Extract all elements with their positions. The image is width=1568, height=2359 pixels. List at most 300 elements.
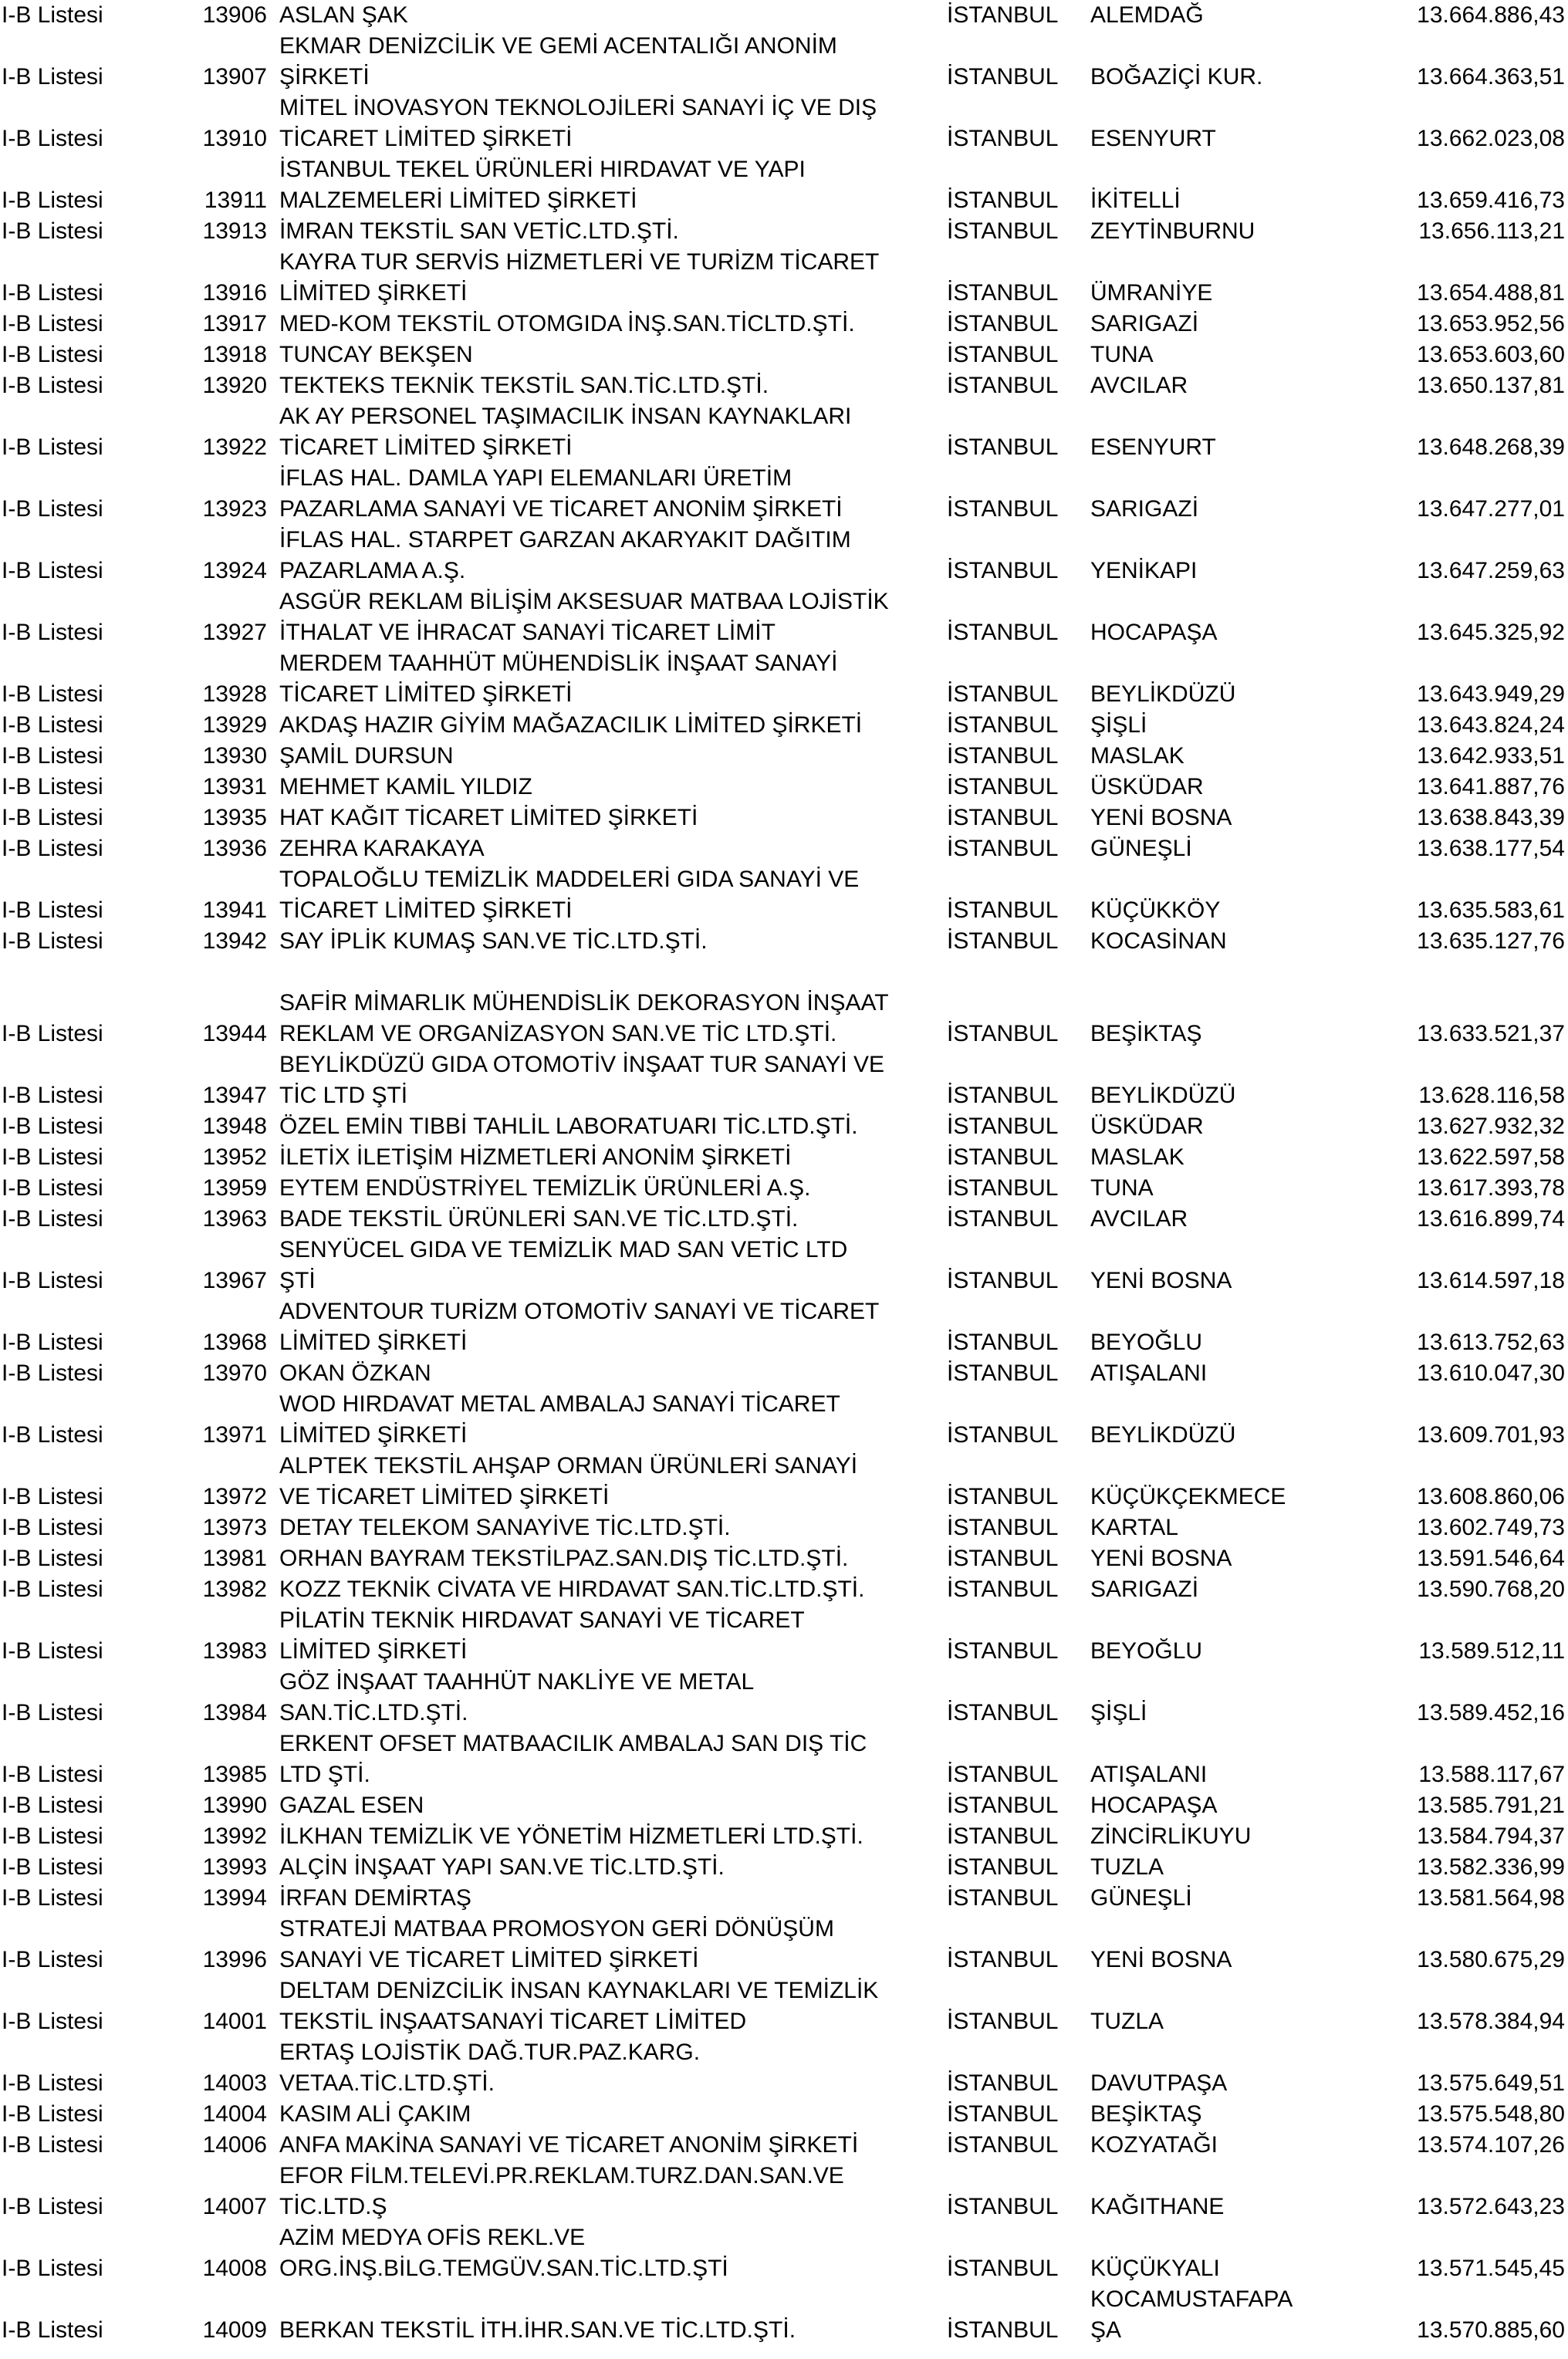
- row-line: [0, 2192, 1568, 2222]
- record-number-cell: 13929: [202, 712, 267, 738]
- company-name-cell: ERKENT OFSET MATBAACILIK AMBALAJ SAN DIŞ TİC: [279, 1731, 867, 1756]
- row-line: [0, 1420, 1568, 1451]
- table-row: [0, 1975, 1568, 2037]
- city-cell: İSTANBUL: [947, 558, 1059, 583]
- table-row: [0, 247, 1568, 309]
- company-name-cell: TİCARET LİMİTED ŞİRKETİ: [279, 681, 573, 707]
- company-name-cell: ALPTEK TEKSTİL AHŞAP ORMAN ÜRÜNLERİ SANAYİ: [279, 1453, 858, 1479]
- company-name-cell: BEYLİKDÜZÜ GIDA OTOMOTİV İNŞAAT TUR SANAYİ VE: [279, 1052, 885, 1077]
- row-line: [0, 494, 1568, 525]
- city-cell: İSTANBUL: [947, 1144, 1059, 1170]
- table-row: [0, 1389, 1568, 1451]
- row-line: [0, 1667, 1568, 1698]
- row-line: [0, 463, 1568, 494]
- company-name-cell: OKAN ÖZKAN: [279, 1360, 431, 1386]
- amount-cell: 13.641.887,76: [1417, 774, 1565, 799]
- list-name-cell: I-B Listesi: [2, 681, 103, 707]
- record-number-cell: 14004: [202, 2101, 267, 2127]
- record-number-cell: 13930: [202, 743, 267, 769]
- company-name-cell: ASLAN ŞAK: [279, 2, 408, 28]
- list-name-cell: I-B Listesi: [2, 1144, 103, 1170]
- district-cell: İKİTELLİ: [1090, 188, 1181, 213]
- record-number-cell: 13973: [202, 1515, 267, 1540]
- company-name-cell: İSTANBUL TEKEL ÜRÜNLERİ HIRDAVAT VE YAPI: [279, 157, 806, 182]
- record-number-cell: 13917: [202, 311, 267, 336]
- record-number-cell: 13963: [202, 1206, 267, 1232]
- district-cell: ATIŞALANI: [1090, 1762, 1208, 1787]
- row-line: [0, 833, 1568, 864]
- row-line: [0, 1080, 1568, 1111]
- row-line: [0, 1111, 1568, 1142]
- city-cell: İSTANBUL: [947, 681, 1059, 707]
- list-name-cell: I-B Listesi: [2, 1360, 103, 1386]
- record-number-cell: 13993: [202, 1854, 267, 1880]
- amount-cell: 13.653.603,60: [1417, 342, 1565, 367]
- list-name-cell: I-B Listesi: [2, 1206, 103, 1232]
- amount-cell: 13.591.546,64: [1417, 1546, 1565, 1571]
- table-row: [0, 1358, 1568, 1389]
- table-row: [0, 1883, 1568, 1914]
- city-cell: İSTANBUL: [947, 2009, 1059, 2034]
- city-cell: İSTANBUL: [947, 188, 1059, 213]
- row-line: [0, 0, 1568, 31]
- record-number-cell: 13984: [202, 1700, 267, 1725]
- city-cell: İSTANBUL: [947, 2194, 1059, 2219]
- row-line: [0, 1852, 1568, 1883]
- city-cell: İSTANBUL: [947, 1854, 1059, 1880]
- amount-cell: 13.575.649,51: [1417, 2070, 1565, 2096]
- table-row: [0, 1049, 1568, 1111]
- list-name-cell: I-B Listesi: [2, 1422, 103, 1448]
- city-cell: İSTANBUL: [947, 774, 1059, 799]
- row-line: [0, 617, 1568, 648]
- district-cell: SARIGAZİ: [1090, 311, 1199, 336]
- record-number-cell: 13982: [202, 1577, 267, 1602]
- city-cell: İSTANBUL: [947, 373, 1059, 398]
- company-name-cell: KASIM ALİ ÇAKIM: [279, 2101, 471, 2127]
- company-name-cell: LİMİTED ŞİRKETİ: [279, 1638, 468, 1664]
- record-number-cell: 13971: [202, 1422, 267, 1448]
- amount-cell: 13.659.416,73: [1417, 188, 1565, 213]
- record-number-cell: 13927: [202, 620, 267, 645]
- company-name-cell: STRATEJİ MATBAA PROMOSYON GERİ DÖNÜŞÜM: [279, 1916, 834, 1942]
- list-name-cell: I-B Listesi: [2, 2070, 103, 2096]
- company-name-cell: MALZEMELERİ LİMİTED ŞİRKETİ: [279, 188, 637, 213]
- company-name-cell: EYTEM ENDÜSTRİYEL TEMİZLİK ÜRÜNLERİ A.Ş.: [279, 1175, 811, 1201]
- district-cell: KAĞITHANE: [1090, 2194, 1225, 2219]
- company-name-cell: İLETİX İLETİŞİM HİZMETLERİ ANONİM ŞİRKETİ: [279, 1144, 792, 1170]
- company-name-cell: TİCARET LİMİTED ŞİRKETİ: [279, 126, 573, 151]
- record-number-cell: 14007: [202, 2194, 267, 2219]
- record-number-cell: 13981: [202, 1546, 267, 1571]
- city-cell: İSTANBUL: [947, 1793, 1059, 1818]
- list-name-cell: I-B Listesi: [2, 188, 103, 213]
- record-number-cell: 13947: [202, 1083, 267, 1108]
- row-line: [0, 247, 1568, 278]
- table-row: [0, 93, 1568, 154]
- row-line: [0, 1204, 1568, 1235]
- row-line: [0, 803, 1568, 833]
- row-line: [0, 679, 1568, 710]
- company-name-cell: WOD HIRDAVAT METAL AMBALAJ SANAYİ TİCARET: [279, 1391, 840, 1417]
- city-cell: İSTANBUL: [947, 1330, 1059, 1355]
- row-line: [0, 741, 1568, 772]
- list-name-cell: I-B Listesi: [2, 558, 103, 583]
- list-name-cell: I-B Listesi: [2, 1268, 103, 1293]
- district-cell: KÜÇÜKKÖY: [1090, 897, 1221, 923]
- record-number-cell: 13913: [202, 218, 267, 244]
- amount-cell: 13.609.701,93: [1417, 1422, 1565, 1448]
- row-line: [0, 370, 1568, 401]
- company-name-cell: LİMİTED ŞİRKETİ: [279, 280, 468, 306]
- city-cell: İSTANBUL: [947, 1206, 1059, 1232]
- company-name-cell: MERDEM TAAHHÜT MÜHENDİSLİK İNŞAAT SANAYİ: [279, 651, 838, 676]
- row-line: [0, 154, 1568, 185]
- row-line: [0, 1790, 1568, 1821]
- list-name-cell: I-B Listesi: [2, 2132, 103, 2158]
- city-cell: İSTANBUL: [947, 1422, 1059, 1448]
- city-cell: İSTANBUL: [947, 2132, 1059, 2158]
- list-name-cell: I-B Listesi: [2, 1762, 103, 1787]
- company-name-cell: ORHAN BAYRAM TEKSTİLPAZ.SAN.DIŞ TİC.LTD.ŞTİ.: [279, 1546, 849, 1571]
- record-number-cell: 13983: [202, 1638, 267, 1664]
- row-line: [0, 772, 1568, 803]
- table-row: [0, 803, 1568, 833]
- city-cell: İSTANBUL: [947, 1546, 1059, 1571]
- row-line: [0, 1512, 1568, 1543]
- table-row: [0, 710, 1568, 741]
- list-name-cell: I-B Listesi: [2, 897, 103, 923]
- amount-cell: 13.574.107,26: [1417, 2132, 1565, 2158]
- company-name-cell: GÖZ İNŞAAT TAAHHÜT NAKLİYE VE METAL: [279, 1669, 755, 1695]
- list-name-cell: I-B Listesi: [2, 1700, 103, 1725]
- row-line: [0, 2222, 1568, 2253]
- district-cell: GÜNEŞLİ: [1090, 836, 1192, 861]
- table-row: [0, 648, 1568, 710]
- city-cell: İSTANBUL: [947, 2070, 1059, 2096]
- district-cell: BEŞİKTAŞ: [1090, 1021, 1202, 1046]
- record-number-cell: 13970: [202, 1360, 267, 1386]
- row-line: [0, 1574, 1568, 1605]
- row-line: [0, 2284, 1568, 2315]
- list-name-cell: I-B Listesi: [2, 836, 103, 861]
- company-name-cell: MEHMET KAMİL YILDIZ: [279, 774, 532, 799]
- record-number-cell: 13931: [202, 774, 267, 799]
- district-cell: YENİ BOSNA: [1090, 805, 1232, 830]
- row-line: [0, 710, 1568, 741]
- list-name-cell: I-B Listesi: [2, 126, 103, 151]
- amount-cell: 13.578.384,94: [1417, 2009, 1565, 2034]
- amount-cell: 13.613.752,63: [1417, 1330, 1565, 1355]
- record-number-cell: 14001: [202, 2009, 267, 2034]
- record-number-cell: 13907: [202, 64, 267, 90]
- row-line: [0, 1729, 1568, 1759]
- table-row: [0, 2037, 1568, 2099]
- company-name-cell: EFOR FİLM.TELEVİ.PR.REKLAM.TURZ.DAN.SAN.VE: [279, 2163, 844, 2188]
- table-row: [0, 2161, 1568, 2222]
- company-name-cell: BADE TEKSTİL ÜRÜNLERİ SAN.VE TİC.LTD.ŞTİ.: [279, 1206, 799, 1232]
- district-cell: BEYLİKDÜZÜ: [1090, 681, 1236, 707]
- table-row: [0, 1111, 1568, 1142]
- list-name-cell: I-B Listesi: [2, 2256, 103, 2281]
- list-name-cell: I-B Listesi: [2, 774, 103, 799]
- row-line: [0, 586, 1568, 617]
- row-line: [0, 1636, 1568, 1667]
- district-cell: ESENYURT: [1090, 126, 1216, 151]
- row-line: [0, 864, 1568, 895]
- record-number-cell: 13944: [202, 1021, 267, 1046]
- amount-cell: 13.570.885,60: [1417, 2317, 1565, 2343]
- company-name-cell: KAYRA TUR SERVİS HİZMETLERİ VE TURİZM TİCARET: [279, 249, 880, 275]
- table-row: [0, 1914, 1568, 1975]
- amount-cell: 13.647.259,63: [1417, 558, 1565, 583]
- row-line: [0, 988, 1568, 1019]
- record-number-cell: 13924: [202, 558, 267, 583]
- company-name-cell: VETAA.TİC.LTD.ŞTİ.: [279, 2070, 495, 2096]
- company-name-cell: TİC LTD ŞTİ: [279, 1083, 408, 1108]
- city-cell: İSTANBUL: [947, 1175, 1059, 1201]
- district-cell: ZİNCİRLİKUYU: [1090, 1823, 1252, 1849]
- city-cell: İSTANBUL: [947, 1700, 1059, 1725]
- table-row: [0, 401, 1568, 463]
- city-cell: İSTANBUL: [947, 1515, 1059, 1540]
- row-line: [0, 895, 1568, 926]
- company-name-cell: SANAYİ VE TİCARET LİMİTED ŞİRKETİ: [279, 1947, 699, 1972]
- district-cell: AVCILAR: [1090, 1206, 1188, 1232]
- row-line: [0, 93, 1568, 123]
- amount-cell: 13.628.116,58: [1418, 1083, 1565, 1108]
- record-number-cell: 13923: [202, 496, 267, 522]
- row-line: [0, 926, 1568, 957]
- record-number-cell: 13941: [202, 897, 267, 923]
- list-name-cell: I-B Listesi: [2, 1793, 103, 1818]
- amount-cell: 13.580.675,29: [1417, 1947, 1565, 1972]
- row-line: [0, 1451, 1568, 1482]
- city-cell: İSTANBUL: [947, 712, 1059, 738]
- city-cell: İSTANBUL: [947, 897, 1059, 923]
- district-cell: YENİ BOSNA: [1090, 1947, 1232, 1972]
- list-name-cell: I-B Listesi: [2, 1083, 103, 1108]
- table-row: [0, 1729, 1568, 1790]
- amount-cell: 13.582.336,99: [1417, 1854, 1565, 1880]
- city-cell: İSTANBUL: [947, 1083, 1059, 1108]
- amount-cell: 13.664.363,51: [1417, 64, 1565, 90]
- city-cell: İSTANBUL: [947, 805, 1059, 830]
- list-name-cell: I-B Listesi: [2, 2194, 103, 2219]
- row-line: [0, 340, 1568, 370]
- amount-cell: 13.608.860,06: [1417, 1484, 1565, 1509]
- row-line: [0, 1173, 1568, 1204]
- company-name-cell: AK AY PERSONEL TAŞIMACILIK İNSAN KAYNAKLARI: [279, 404, 852, 429]
- amount-cell: 13.589.512,11: [1418, 1638, 1565, 1664]
- record-number-cell: 13959: [202, 1175, 267, 1201]
- district-cell: BEYLİKDÜZÜ: [1090, 1422, 1236, 1448]
- city-cell: İSTANBUL: [947, 1885, 1059, 1911]
- row-line: [0, 185, 1568, 216]
- company-name-cell: İFLAS HAL. DAMLA YAPI ELEMANLARI ÜRETİM: [279, 465, 792, 491]
- company-name-cell: TUNCAY BEKŞEN: [279, 342, 473, 367]
- district-cell: KARTAL: [1090, 1515, 1178, 1540]
- table-row: [0, 1574, 1568, 1605]
- record-number-cell: 13942: [202, 928, 267, 954]
- list-name-cell: I-B Listesi: [2, 1515, 103, 1540]
- district-cell: ÜMRANİYE: [1090, 280, 1213, 306]
- district-cell: ŞA: [1090, 2317, 1122, 2343]
- amount-cell: 13.643.949,29: [1417, 681, 1565, 707]
- amount-cell: 13.638.843,39: [1417, 805, 1565, 830]
- row-line: [0, 1482, 1568, 1512]
- city-cell: İSTANBUL: [947, 496, 1059, 522]
- list-name-cell: I-B Listesi: [2, 1021, 103, 1046]
- table-row: [0, 463, 1568, 525]
- row-line: [0, 62, 1568, 93]
- list-name-cell: I-B Listesi: [2, 928, 103, 954]
- city-cell: İSTANBUL: [947, 1947, 1059, 1972]
- table-row: [0, 0, 1568, 31]
- table-row: [0, 864, 1568, 926]
- district-cell: DAVUTPAŞA: [1090, 2070, 1228, 2096]
- city-cell: İSTANBUL: [947, 434, 1059, 460]
- table-row: [0, 309, 1568, 340]
- company-name-cell: SENYÜCEL GIDA VE TEMİZLİK MAD SAN VETİC LTD: [279, 1237, 848, 1262]
- company-name-cell: DELTAM DENİZCİLİK İNSAN KAYNAKLARI VE TEMİZLİK: [279, 1978, 879, 2003]
- district-cell: HOCAPAŞA: [1090, 1793, 1218, 1818]
- list-name-cell: I-B Listesi: [2, 1854, 103, 1880]
- district-cell: ŞİŞLİ: [1090, 1700, 1147, 1725]
- list-name-cell: I-B Listesi: [2, 1114, 103, 1139]
- district-cell: KÜÇÜKÇEKMECE: [1090, 1484, 1286, 1509]
- amount-cell: 13.656.113,21: [1418, 218, 1565, 244]
- record-number-cell: 14008: [202, 2256, 267, 2281]
- table-row: [0, 525, 1568, 586]
- district-cell: KÜÇÜKYALI: [1090, 2256, 1220, 2281]
- list-name-cell: I-B Listesi: [2, 2101, 103, 2127]
- district-cell: MASLAK: [1090, 1144, 1184, 1170]
- company-name-cell: PİLATİN TEKNİK HIRDAVAT SANAYİ VE TİCARET: [279, 1607, 805, 1633]
- city-cell: İSTANBUL: [947, 342, 1059, 367]
- row-line: [0, 2099, 1568, 2130]
- city-cell: İSTANBUL: [947, 1823, 1059, 1849]
- table-row: [0, 926, 1568, 957]
- record-number-cell: 13948: [202, 1114, 267, 1139]
- row-line: [0, 401, 1568, 432]
- district-cell: BEYLİKDÜZÜ: [1090, 1083, 1236, 1108]
- list-name-cell: I-B Listesi: [2, 712, 103, 738]
- record-number-cell: 14009: [202, 2317, 267, 2343]
- table-row: [0, 1296, 1568, 1358]
- record-number-cell: 13994: [202, 1885, 267, 1911]
- amount-cell: 13.572.643,23: [1417, 2194, 1565, 2219]
- list-name-cell: I-B Listesi: [2, 2317, 103, 2343]
- table-row: [0, 1821, 1568, 1852]
- row-line: [0, 1296, 1568, 1327]
- amount-cell: 13.648.268,39: [1417, 434, 1565, 460]
- list-name-cell: I-B Listesi: [2, 2, 103, 28]
- record-number-cell: 13935: [202, 805, 267, 830]
- record-number-cell: 13936: [202, 836, 267, 861]
- record-number-cell: 13911: [204, 188, 267, 213]
- list-name-cell: I-B Listesi: [2, 1823, 103, 1849]
- city-cell: İSTANBUL: [947, 743, 1059, 769]
- company-name-cell: KOZZ TEKNİK CİVATA VE HIRDAVAT SAN.TİC.LTD.ŞTİ.: [279, 1577, 865, 1602]
- amount-cell: 13.589.452,16: [1417, 1700, 1565, 1725]
- row-line: [0, 2006, 1568, 2037]
- district-cell: SARIGAZİ: [1090, 1577, 1199, 1602]
- list-name-cell: I-B Listesi: [2, 1577, 103, 1602]
- district-cell: ÜSKÜDAR: [1090, 774, 1204, 799]
- table-row: [0, 988, 1568, 1049]
- record-number-cell: 13952: [202, 1144, 267, 1170]
- list-name-cell: I-B Listesi: [2, 218, 103, 244]
- district-cell: TUNA: [1090, 1175, 1154, 1201]
- district-cell: KOZYATAĞI: [1090, 2132, 1218, 2158]
- list-name-cell: I-B Listesi: [2, 311, 103, 336]
- city-cell: İSTANBUL: [947, 1484, 1059, 1509]
- row-line: [0, 1142, 1568, 1173]
- amount-cell: 13.614.597,18: [1417, 1268, 1565, 1293]
- company-name-cell: HAT KAĞIT TİCARET LİMİTED ŞİRKETİ: [279, 805, 698, 830]
- row-line: [0, 1698, 1568, 1729]
- company-name-cell: ŞİRKETİ: [279, 64, 370, 90]
- amount-cell: 13.590.768,20: [1417, 1577, 1565, 1602]
- list-name-cell: I-B Listesi: [2, 1330, 103, 1355]
- company-name-cell: İLKHAN TEMİZLİK VE YÖNETİM HİZMETLERİ LTD.ŞTİ.: [279, 1823, 863, 1849]
- amount-cell: 13.650.137,81: [1417, 373, 1565, 398]
- company-name-cell: İFLAS HAL. STARPET GARZAN AKARYAKIT DAĞITIM: [279, 527, 851, 553]
- company-name-cell: GAZAL ESEN: [279, 1793, 424, 1818]
- amount-cell: 13.662.023,08: [1417, 126, 1565, 151]
- district-cell: YENİ BOSNA: [1090, 1268, 1232, 1293]
- city-cell: İSTANBUL: [947, 2256, 1059, 2281]
- district-cell: GÜNEŞLİ: [1090, 1885, 1192, 1911]
- record-number-cell: 13967: [202, 1268, 267, 1293]
- row-line: [0, 1327, 1568, 1358]
- company-name-cell: DETAY TELEKOM SANAYİVE TİC.LTD.ŞTİ.: [279, 1515, 731, 1540]
- table-row: [0, 154, 1568, 216]
- company-name-cell: ZEHRA KARAKAYA: [279, 836, 485, 861]
- table-row: [0, 340, 1568, 370]
- company-name-cell: BERKAN TEKSTİL İTH.İHR.SAN.VE TİC.LTD.ŞTİ.: [279, 2317, 796, 2343]
- amount-cell: 13.575.548,80: [1417, 2101, 1565, 2127]
- company-name-cell: SAN.TİC.LTD.ŞTİ.: [279, 1700, 468, 1725]
- company-name-cell: AKDAŞ HAZIR GİYİM MAĞAZACILIK LİMİTED ŞİRKETİ: [279, 712, 863, 738]
- amount-cell: 13.642.933,51: [1417, 743, 1565, 769]
- amount-cell: 13.647.277,01: [1417, 496, 1565, 522]
- record-number-cell: 13918: [202, 342, 267, 367]
- list-name-cell: I-B Listesi: [2, 1546, 103, 1571]
- city-cell: İSTANBUL: [947, 126, 1059, 151]
- row-line: [0, 2315, 1568, 2346]
- city-cell: İSTANBUL: [947, 1360, 1059, 1386]
- company-name-cell: LTD ŞTİ.: [279, 1762, 370, 1787]
- table-row: [0, 1204, 1568, 1235]
- district-cell: TUZLA: [1090, 1854, 1164, 1880]
- amount-cell: 13.653.952,56: [1417, 311, 1565, 336]
- district-cell: ÜSKÜDAR: [1090, 1114, 1204, 1139]
- table-row: [0, 1512, 1568, 1543]
- row-line: [0, 2037, 1568, 2068]
- row-line: [0, 432, 1568, 463]
- amount-cell: 13.617.393,78: [1417, 1175, 1565, 1201]
- company-name-cell: REKLAM VE ORGANİZASYON SAN.VE TİC LTD.ŞTİ.: [279, 1021, 837, 1046]
- row-line: [0, 2253, 1568, 2284]
- company-name-cell: SAY İPLİK KUMAŞ SAN.VE TİC.LTD.ŞTİ.: [279, 928, 708, 954]
- row-line: [0, 1389, 1568, 1420]
- amount-cell: 13.602.749,73: [1417, 1515, 1565, 1540]
- list-name-cell: I-B Listesi: [2, 64, 103, 90]
- amount-cell: 13.635.583,61: [1417, 897, 1565, 923]
- district-cell: KOCASİNAN: [1090, 928, 1227, 954]
